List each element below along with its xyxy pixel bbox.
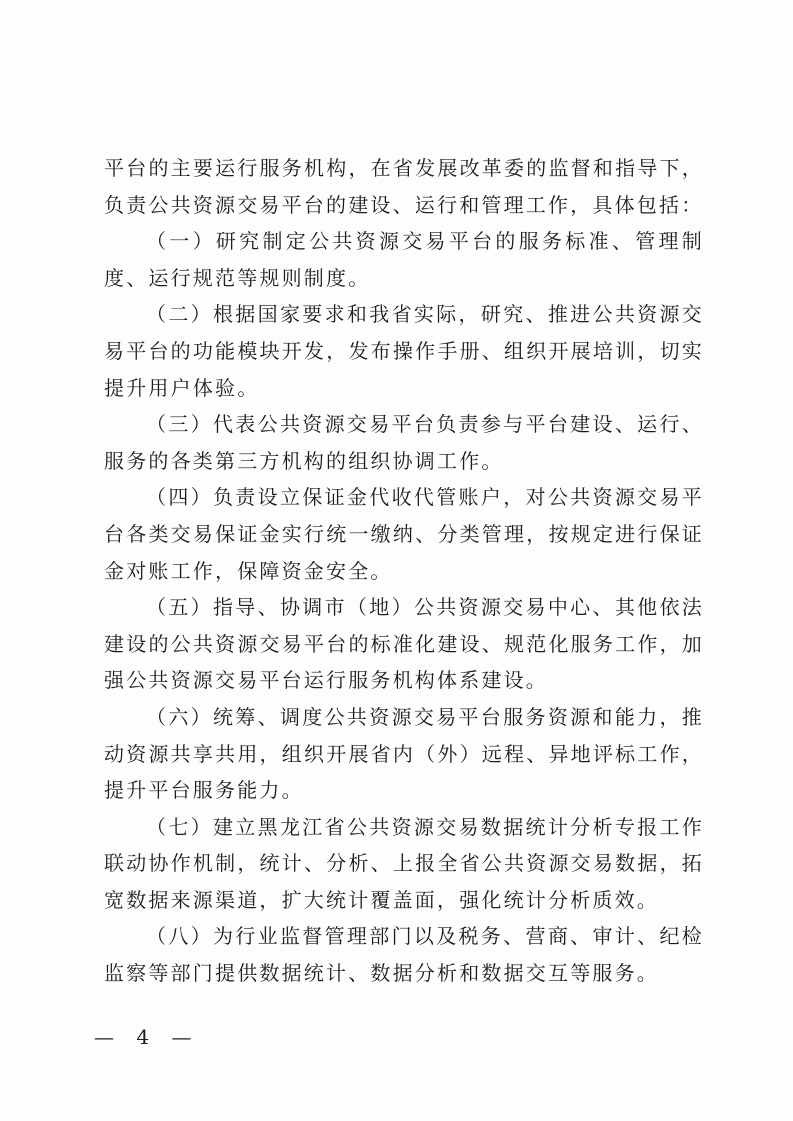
document-body (104, 150, 704, 992)
paragraph-item-3: （三）代表公共资源交易平台负责参与平台建设、运行、服务的各类第三方机构的组织协调工作。 (104, 412, 704, 473)
paragraph-item-1: （一）研究制定公共资源交易平台的服务标准、管理制度、运行规范等规则制度。 (104, 229, 704, 290)
paragraph-item-7: （七）建立黑龙江省公共资源交易数据统计分析专报工作联动协作机制，统计、分析、上报全省公共资源交易数据，拓宽数据来源渠道，扩大统计覆盖面，强化统计分析质效。 (104, 814, 704, 912)
paragraph-item-5: （五）指导、协调市（地）公共资源交易中心、其他依法建设的公共资源交易平台的标准化建设、规范化服务工作，加强公共资源交易平台运行服务机构体系建设。 (104, 595, 704, 693)
paragraph-item-8: （八）为行业监督管理部门以及税务、营商、审计、纪检监察等部门提供数据统计、数据分析和数据交互等服务。 (104, 924, 704, 986)
paragraph-item-4: （四）负责设立保证金代收代管账户，对公共资源交易平台各类交易保证金实行统一缴纳、分类管理，按规定进行保证金对账工作，保障资金安全。 (104, 485, 704, 583)
paragraph-item-2: （二）根据国家要求和我省实际，研究、推进公共资源交易平台的功能模块开发，发布操作手册、组织开展培训，切实提升用户体验。 (104, 302, 704, 400)
paragraph-item-6: （六）统筹、调度公共资源交易平台服务资源和能力，推动资源共享共用，组织开展省内（外）远程、异地评标工作，提升平台服务能力。 (104, 704, 704, 803)
paragraph-intro: 平台的主要运行服务机构，在省发展改革委的监督和指导下，负责公共资源交易平台的建设、运行和管理工作，具体包括： (104, 156, 704, 217)
page-number: — 4 — (94, 1025, 200, 1049)
